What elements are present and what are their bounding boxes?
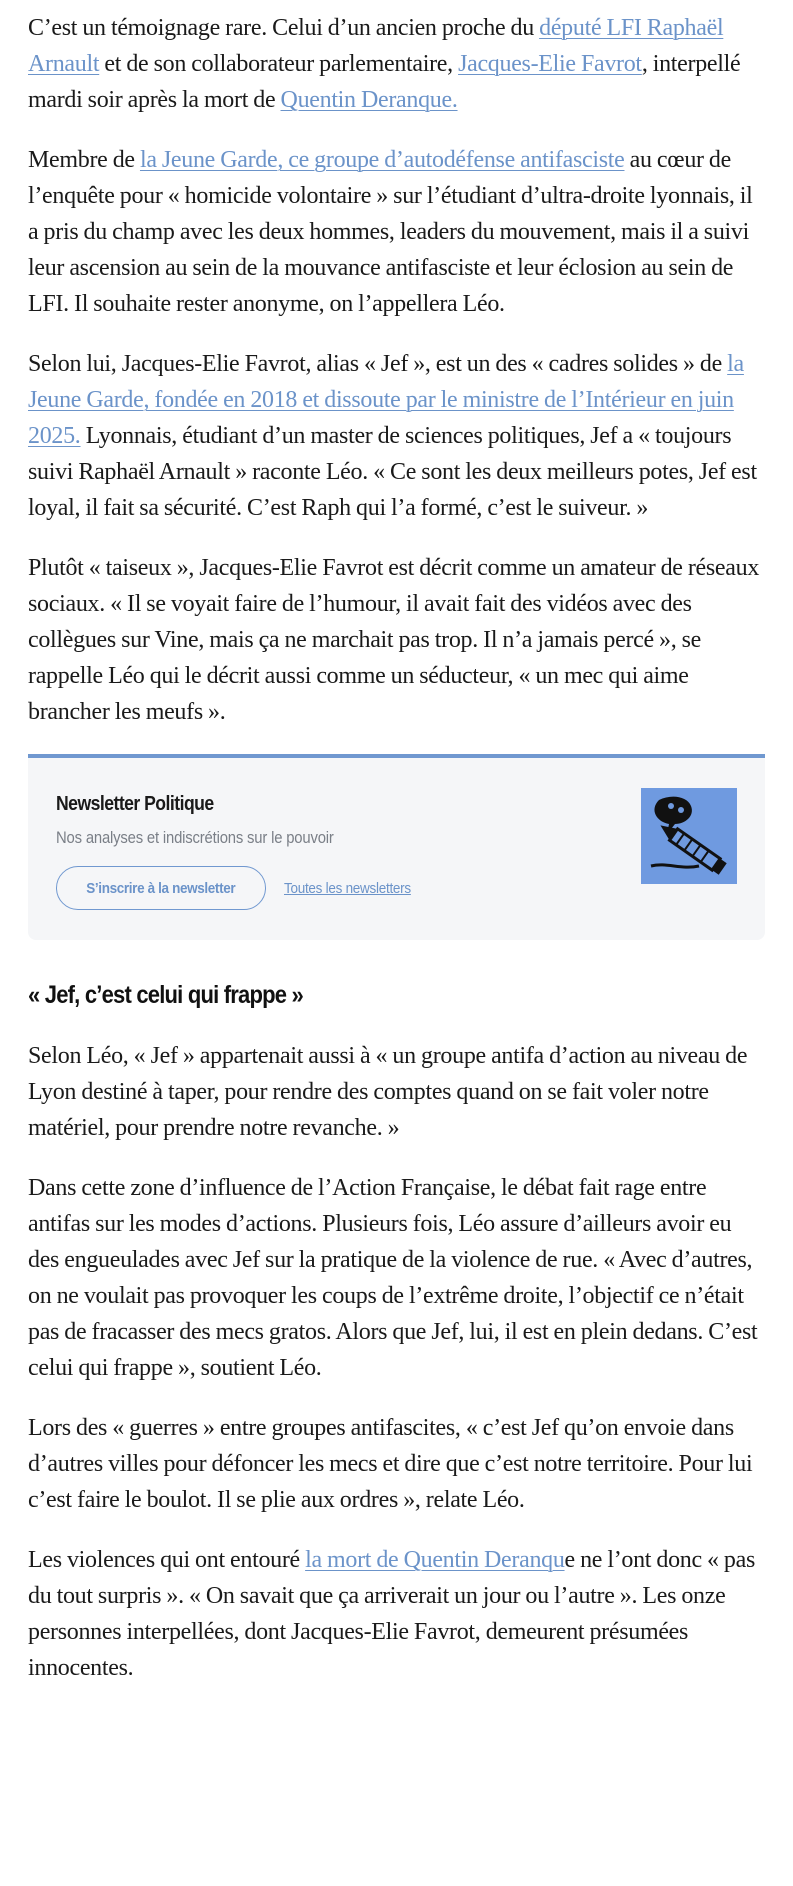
newsletter-subtitle: Nos analyses et indiscrétions sur le pouvoir	[56, 829, 334, 847]
paragraph-text: Lors des « guerres » entre groupes antifascites, « c’est Jef qu’on envoie dans d’autres villes pour défoncer les mecs et dire que c’est notre territoire. Pour lui c’est faire le boulot. Il se plie aux ordres », relate Léo.	[28, 1415, 753, 1513]
newsletter-illustration	[641, 788, 737, 884]
article-paragraph	[28, 1410, 765, 1518]
paragraph-text: au cœur de l’enquête pour « homicide volontaire » sur l’étudiant d’ultra-droite lyonnais, il a pris du champ avec les deux hommes, leaders du mouvement, mais il a suivi leur ascension au sein de la mouvance antifasciste et leur éclosion au sein de LFI. Il souhaite rester anonyme, on l’appellera Léo.	[28, 147, 753, 317]
paragraph-text: , interpellé mardi soir après la mort de	[28, 51, 741, 113]
paragraph-text: Selon lui, Jacques-Elie Favrot, alias « Jef », est un des « cadres solides » de	[28, 351, 728, 377]
inline-article-link[interactable]: la mort de Quentin Deranqu	[305, 1547, 565, 1573]
paragraph-text: Selon Léo, « Jef » appartenait aussi à « un groupe antifa d’action au niveau de Lyon destiné à taper, pour rendre des comptes quand on se fait voler notre matériel, pour prendre notre revanche. »	[28, 1043, 748, 1141]
article-paragraph	[28, 1542, 765, 1686]
article-paragraph	[28, 1170, 765, 1386]
article-paragraph	[28, 550, 765, 730]
inline-article-link[interactable]: la Jeune Garde	[139, 147, 278, 173]
newsletter-subscribe-button[interactable]	[56, 866, 266, 910]
all-newsletters-link[interactable]: Toutes les newsletters	[284, 879, 411, 897]
paragraph-text: Les violences qui ont entouré	[28, 1547, 306, 1573]
paragraph-text: et de son collaborateur parlementaire,	[99, 51, 459, 77]
newsletter-title: Newsletter Politique	[56, 793, 214, 815]
newsletter-box	[28, 754, 765, 940]
article-paragraph	[28, 142, 765, 322]
newsletter-actions	[56, 866, 737, 910]
article-paragraphs-bottom	[28, 1038, 765, 1686]
paragraph-text: Plutôt « taiseux », Jacques-Elie Favrot est décrit comme un amateur de réseaux sociaux. « Il se voyait faire de l’humour, il avait fait des vidéos avec des collègues sur Vine, mais ça ne marchait pas trop. Il n’a jamais percé », se rappelle Léo qui le décrit aussi comme un séducteur, « un mec qui aime brancher les meufs ».	[28, 555, 760, 725]
paragraph-text: Membre de	[28, 147, 140, 173]
section-subheading: « Jef, c’est celui qui frappe »	[28, 981, 304, 1009]
paragraph-text: Dans cette zone d’influence de l’Action Française, le débat fait rage entre antifas sur les modes d’actions. Plusieurs fois, Léo assure d’ailleurs avoir eu des engueulades avec Jef sur la pratique de la violence de rue. « Avec d’autres, on ne voulait pas provoquer les coups de l’extrême droite, l’objectif ce n’était pas de fracasser des mecs gratos. Alors que Jef, lui, il est en plein dedans. C’est celui qui frappe », soutient Léo.	[28, 1175, 758, 1381]
inline-article-link[interactable]: député LFI Raphaël Arnault	[28, 15, 724, 77]
paragraph-text: C’est un témoignage rare. Celui d’un ancien proche du	[28, 15, 540, 41]
article-paragraph	[28, 346, 765, 526]
newsletter-subscribe-label: S’inscrire à la newsletter	[86, 879, 236, 897]
inline-article-link[interactable]: la Jeune Garde, fondée en 2018 et dissoute par le ministre de l’Intérieur en juin 2025.	[28, 351, 744, 449]
pencil-speech-bubble-icon	[641, 788, 737, 884]
inline-article-link[interactable]: Jacques-Elie Favrot	[458, 51, 642, 77]
paragraph-text: e ne l’ont donc « pas du tout surpris ». « On savait que ça arriverait un jour ou l’autre ». Les onze personnes interpellées, dont Jacques-Elie Favrot, demeurent présumées innocentes.	[28, 1547, 756, 1681]
article-paragraph	[28, 1038, 765, 1146]
paragraph-text: Lyonnais, étudiant d’un master de sciences politiques, Jef a « toujours suivi Raphaël Arnault » raconte Léo. « Ce sont les deux meilleurs potes, Jef est loyal, il fait sa sécurité. C’est Raph qui l’a formé, c’est le suiveur. »	[28, 423, 757, 521]
inline-article-link[interactable]: Quentin Deranque.	[280, 87, 458, 113]
article-paragraph	[28, 10, 765, 118]
article-paragraphs-top	[28, 10, 765, 730]
inline-article-link[interactable]: , ce groupe d’autodéfense antifasciste	[277, 147, 625, 173]
